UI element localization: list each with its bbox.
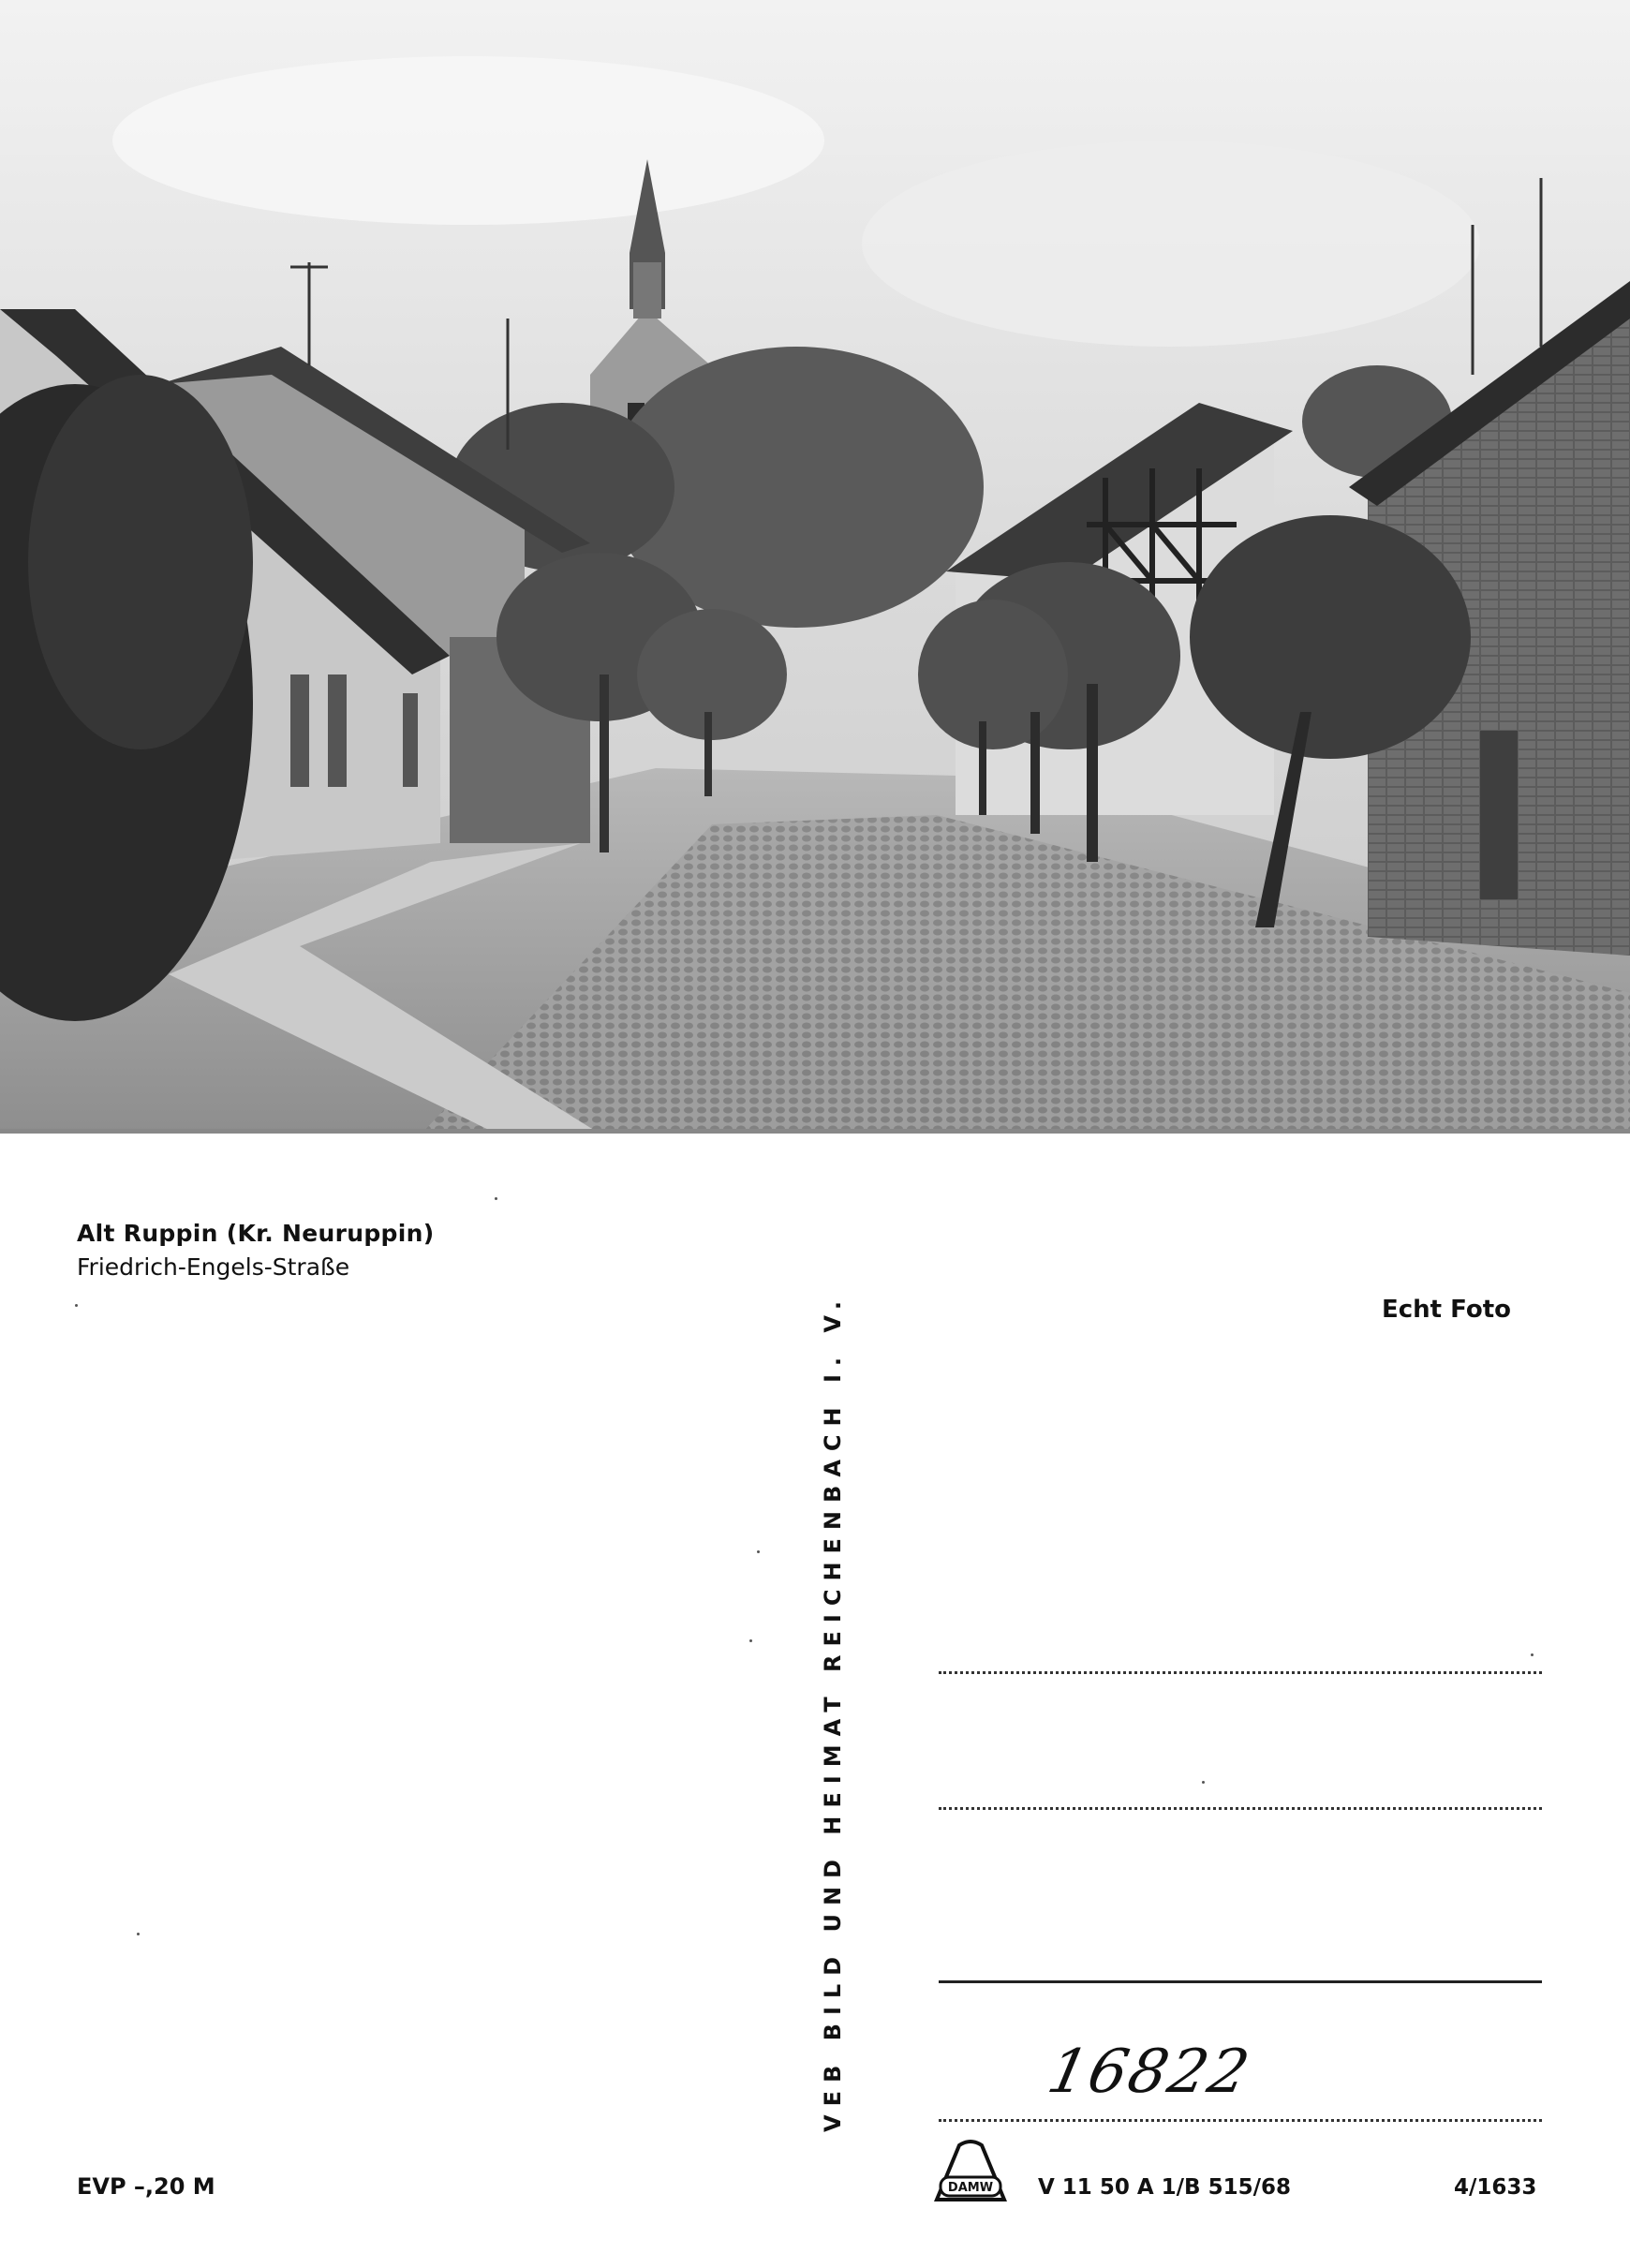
caption-subtitle: Friedrich-Engels-Straße: [77, 1253, 350, 1281]
damw-logo-text: DAMW: [947, 2181, 994, 2195]
catalog-number: 4/1633: [1454, 2175, 1537, 2200]
publisher-imprint: [809, 1293, 856, 2132]
address-line-4: [939, 2119, 1542, 2122]
caption-title: Alt Ruppin (Kr. Neuruppin): [77, 1220, 435, 1247]
paper-speck: [749, 1639, 752, 1642]
address-line-1: [939, 1671, 1542, 1674]
paper-speck: [1531, 1653, 1534, 1656]
damw-logo: [931, 2138, 1010, 2205]
handwritten-number: 16822: [1042, 2038, 1257, 2107]
paper-speck: [137, 1933, 140, 1935]
address-line-3: [939, 1980, 1542, 1983]
price-label: EVP –,20 M: [77, 2173, 215, 2200]
photo-label: Echt Foto: [1382, 1296, 1512, 1324]
paper-speck: [757, 1550, 760, 1553]
paper-speck: [75, 1304, 78, 1307]
paper-speck: [495, 1197, 497, 1200]
address-line-2: [939, 1807, 1542, 1810]
publisher-text: VEB BILD UND HEIMAT REICHENBACH I. V.: [820, 1293, 846, 2132]
paper-speck: [1202, 1781, 1205, 1784]
print-code: V 11 50 A 1/B 515/68: [1038, 2175, 1292, 2200]
